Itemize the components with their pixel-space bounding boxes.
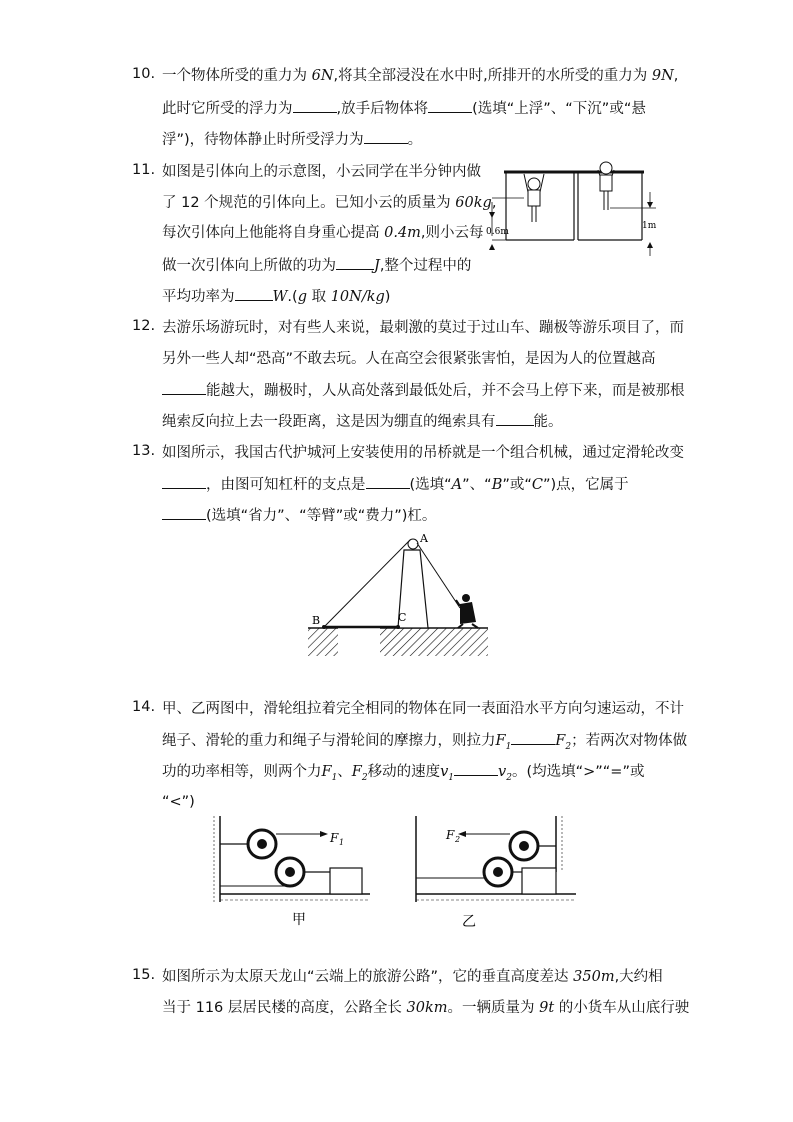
pulley-figure-yi <box>406 816 576 928</box>
soldier-icon <box>456 594 478 628</box>
unit: J <box>374 258 380 274</box>
text: 如图所示为太原天龙山“云端上的旅游公路”，它的垂直高度差达 <box>162 969 574 985</box>
question-text-line <box>162 699 684 719</box>
text: (选填“ <box>409 477 452 493</box>
symbol: g <box>297 289 307 305</box>
text: ,则小云每 <box>420 225 484 241</box>
value: 60kg <box>455 195 492 211</box>
symbol: v <box>498 764 507 780</box>
answer-blank[interactable] <box>496 411 534 426</box>
text: ”、“ <box>462 477 492 493</box>
text: ，由图可知杠杆的支点是 <box>206 477 366 493</box>
label-c: C <box>398 611 407 624</box>
force-label-f2: F <box>446 828 455 842</box>
question-text-line <box>162 730 687 757</box>
text: 。(均选填“>”“=”或 <box>511 764 645 780</box>
text: 取 <box>306 289 331 305</box>
answer-blank[interactable] <box>162 474 206 489</box>
question-text-line <box>162 193 496 213</box>
text: 绳子、滑轮的重力和绳子与滑轮间的摩擦力，则拉力 <box>162 733 496 749</box>
pulley-hub <box>257 839 267 849</box>
question-text-line <box>162 129 422 150</box>
point-label: C <box>531 477 543 493</box>
text: 能。 <box>533 414 563 430</box>
label-0-6m: 0.6m <box>486 227 509 237</box>
text: 另外一些人却“恐高”不敢去玩。人在高空会很紧张害怕，是因为人的位置越高 <box>162 351 656 367</box>
symbol: F <box>495 733 506 749</box>
text: 此时它所受的浮力为 <box>162 101 293 117</box>
pulley-hub <box>285 867 295 877</box>
value: 30km <box>406 1000 448 1016</box>
point-b <box>322 625 326 629</box>
text: 、 <box>337 764 352 780</box>
symbol: F <box>321 764 332 780</box>
text: 的小货车从山底行驶 <box>554 1000 690 1016</box>
block <box>522 868 556 894</box>
question-number: 15. <box>132 967 156 983</box>
answer-blank[interactable] <box>454 761 498 776</box>
question-text-line <box>162 286 390 307</box>
text: 。一辆质量为 <box>447 1000 540 1016</box>
text: 一个物体所受的重力为 <box>162 68 312 84</box>
question-text-line <box>162 318 684 338</box>
question-number: 12. <box>132 318 156 334</box>
drawbridge-figure <box>300 528 500 660</box>
label-1m: 1m <box>642 221 657 231</box>
text: ,放手后物体将 <box>336 101 429 117</box>
value: 350m <box>573 969 615 985</box>
question-text-line <box>162 380 685 401</box>
text: ,整个过程中的 <box>379 258 472 274</box>
point-label: B <box>491 477 503 493</box>
question-text-line <box>162 474 629 495</box>
subscript: 1 <box>505 741 512 752</box>
question-text-line <box>162 255 471 276</box>
question-text-line <box>162 98 646 119</box>
text: , <box>491 195 497 211</box>
question-text-line <box>162 162 481 182</box>
point-label: A <box>451 477 463 493</box>
symbol: v <box>440 764 449 780</box>
label-a: A <box>420 532 428 545</box>
value: 9N <box>651 68 674 84</box>
caption-jia: 甲 <box>292 912 306 928</box>
text: 能越大，蹦极时，人从高处落到最低处后，并不会马上停下来，而是被那根 <box>206 383 685 399</box>
answer-blank[interactable] <box>336 255 374 270</box>
label-b: B <box>312 614 321 627</box>
person-icon <box>524 174 544 222</box>
question-text-line <box>162 223 484 243</box>
text: ”或“ <box>502 477 532 493</box>
subscript: 2 <box>506 772 512 783</box>
arrow-icon <box>647 242 653 248</box>
symbol: F <box>555 733 566 749</box>
question-text-line <box>162 792 195 812</box>
arrow-icon <box>489 244 495 250</box>
subscript: 2 <box>455 835 461 844</box>
text: ) <box>384 289 391 305</box>
subscript: 1 <box>339 838 345 847</box>
text: ”)点，它属于 <box>542 477 629 493</box>
ground-left <box>308 628 338 656</box>
text: 去游乐场游玩时，对有些人来说，最刺激的莫过于过山车、蹦极等游乐项目了，而 <box>162 320 684 336</box>
text: , <box>673 68 679 84</box>
text: 甲、乙两图中，滑轮组拉着完全相同的物体在同一表面沿水平方向匀速运动，不计 <box>162 701 684 717</box>
answer-blank[interactable] <box>428 98 472 113</box>
arrow-icon <box>489 212 495 218</box>
value: 9t <box>539 1000 555 1016</box>
unit: W <box>272 289 288 305</box>
pulley-hub <box>519 841 529 851</box>
subscript: 1 <box>331 772 338 783</box>
text: 。 <box>407 132 423 148</box>
person-icon <box>598 162 614 210</box>
value: 6N <box>311 68 334 84</box>
block <box>330 868 362 894</box>
text: .( <box>287 289 298 305</box>
text: 每次引体向上他能将自身重心提高 <box>162 225 385 241</box>
text: 平均功率为 <box>162 289 235 305</box>
text: (选填“上浮”、“下沉”或“悬 <box>472 101 646 117</box>
answer-blank[interactable] <box>366 474 410 489</box>
pulley-figure-jia <box>210 816 370 928</box>
force-label-f1: F <box>330 831 339 845</box>
subscript: 2 <box>361 772 368 783</box>
answer-blank[interactable] <box>293 98 337 113</box>
question-text-line <box>162 349 656 369</box>
answer-blank[interactable] <box>511 730 555 745</box>
text: ,将其全部浸没在水中时,所排开的水所受的重力为 <box>333 68 652 84</box>
ground-right <box>380 628 488 656</box>
point-c <box>396 625 400 629</box>
question-text-line <box>162 505 436 526</box>
value: 10N/kg <box>330 289 385 305</box>
question-text-line <box>162 998 689 1018</box>
text: 了 12 个规范的引体向上。已知小云的质量为 <box>162 195 456 211</box>
arrow-icon <box>647 202 653 208</box>
text: ,大约相 <box>614 969 663 985</box>
subscript: 2 <box>565 741 572 752</box>
pullup-figure <box>484 158 664 258</box>
text: 如图是引体向上的示意图，小云同学在半分钟内做 <box>162 164 481 180</box>
question-text-line <box>162 761 644 788</box>
text: 移动的速度 <box>367 764 441 780</box>
value: 0.4m <box>384 225 421 241</box>
text: 绳索反向拉上去一段距离，这是因为绷直的绳索具有 <box>162 414 496 430</box>
answer-blank[interactable] <box>364 129 408 144</box>
text: “<”) <box>162 794 195 810</box>
symbol: F <box>351 764 362 780</box>
text: 如图所示，我国古代护城河上安装使用的吊桥就是一个组合机械，通过定滑轮改变 <box>162 445 684 461</box>
question-number: 14. <box>132 699 156 715</box>
text: (选填“省力”、“等臂”或“费力”)杠。 <box>206 508 437 524</box>
answer-blank[interactable] <box>162 505 206 520</box>
caption-yi: 乙 <box>462 914 476 930</box>
answer-blank[interactable] <box>162 380 206 395</box>
text: 做一次引体向上所做的功为 <box>162 258 336 274</box>
text: 当于 116 层居民楼的高度，公路全长 <box>162 1000 407 1016</box>
subscript: 1 <box>448 772 455 783</box>
arrow-icon <box>320 831 328 837</box>
question-text-line <box>162 443 684 463</box>
text: ；若两次对物体做 <box>571 733 688 749</box>
question-text-line <box>162 66 678 86</box>
question-number: 10. <box>132 66 156 82</box>
text: 功的功率相等，则两个力 <box>162 764 322 780</box>
question-text-line <box>162 967 663 987</box>
question-number: 11. <box>132 162 156 178</box>
pulley-hub <box>493 867 503 877</box>
question-number: 13. <box>132 443 156 459</box>
text: 浮”)，待物体静止时所受浮力为 <box>162 132 364 148</box>
answer-blank[interactable] <box>235 286 273 301</box>
question-text-line <box>162 411 563 432</box>
